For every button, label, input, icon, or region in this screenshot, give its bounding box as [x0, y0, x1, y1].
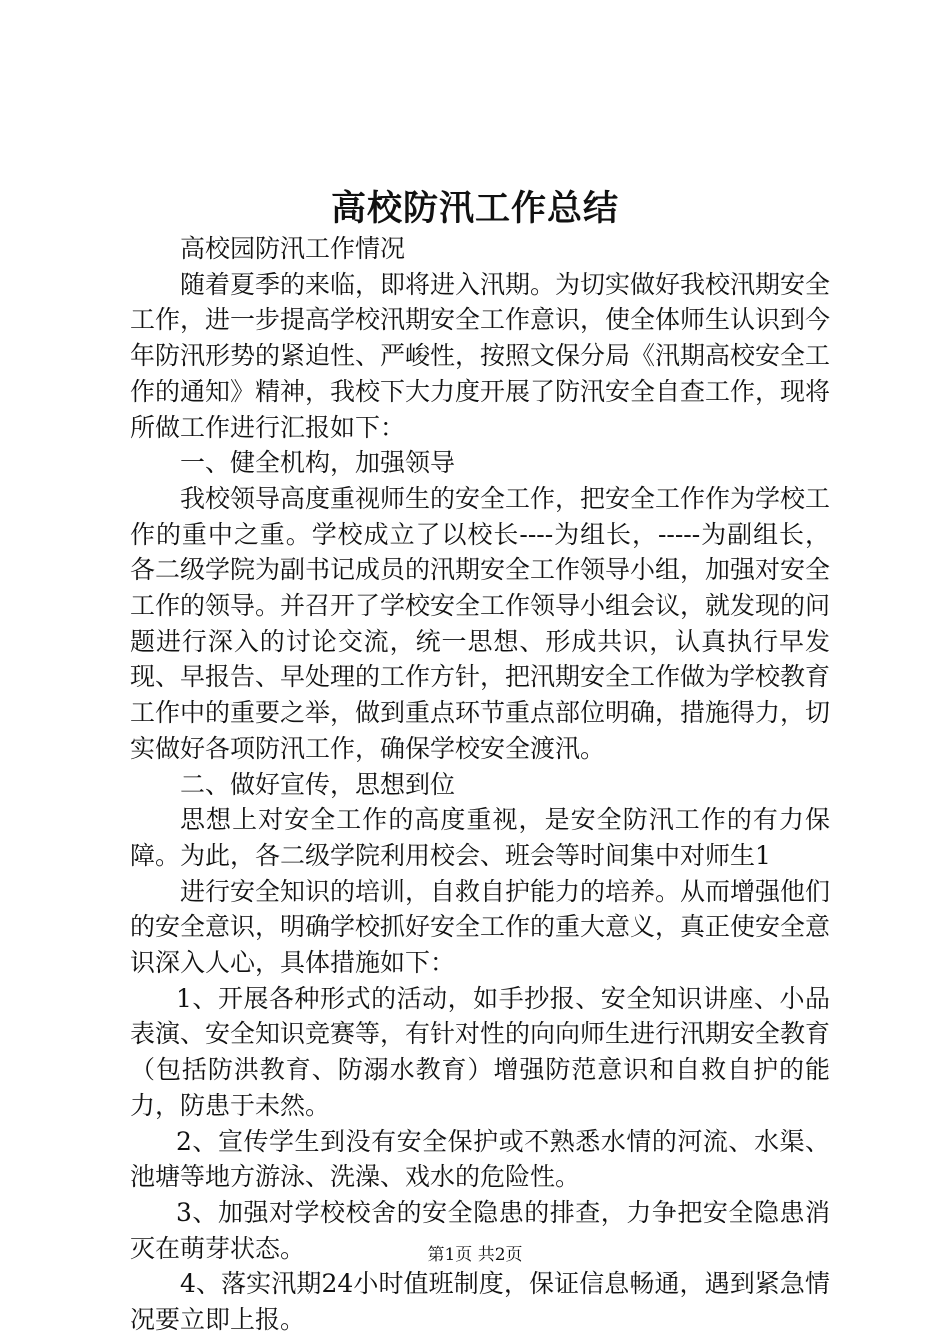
- measure-item-4: 4、落实汛期24小时值班制度，保证信息畅通，遇到紧急情况要立即上报。: [130, 1269, 830, 1335]
- measure-item-3: 3、加强对学校校舍的安全隐患的排查，力争把安全隐患消灭在萌芽状态。: [130, 1197, 830, 1263]
- section-2-paragraph-b: 进行安全知识的培训，自救自护能力的培养。从而增强他们的安全意识，明确学校抓好安全工作的重大意义，真正使安全意识深入人心，具体措施如下：: [130, 876, 831, 978]
- subtitle-paragraph: 高校园防汛工作情况: [180, 234, 406, 263]
- section-1-paragraph: 我校领导高度重视师生的安全工作，把安全工作作为学校工作的重中之重。学校成立了以校长----为组长，-----为副组长，各二级学院为副书记成员的汛期安全工作领导小组，加强对安全工作的领导。并召开了学校安全工作领导小组会议，就发现的问题进行深入的讨论交流，统一思想、形成共识，认真执行早发现、早报告、早处理的工作方针，把汛期安全工作做为学校教育工作中的重要之举，做到重点环节重点部位明确，措施得力，切实做好各项防汛工作，确保学校安全渡汛。: [130, 483, 831, 763]
- section-heading-1: 一、健全机构，加强领导: [180, 448, 456, 478]
- measure-item-1: 1、开展各种形式的活动，如手抄报、安全知识讲座、小品表演、安全知识竞赛等，有针对性的向向师生进行汛期安全教育（包括防洪教育、防溺水教育）增强防范意识和自救自护的能力，防患于未然。: [130, 983, 831, 1120]
- document-body: [130, 231, 830, 1338]
- measure-item-2: 2、宣传学生到没有安全保护或不熟悉水情的河流、水渠、池塘等地方游泳、洗澡、戏水的危险性。: [130, 1126, 830, 1192]
- section-heading-2: 二、做好宣传，思想到位: [180, 769, 456, 799]
- section-2-paragraph-a: 思想上对安全工作的高度重视，是安全防汛工作的有力保障。为此，各二级学院利用校会、班会等时间集中对师生1: [130, 805, 830, 870]
- page-number-footer: 第1页 共2页: [427, 1245, 523, 1265]
- document-title: 高校防汛工作总结: [330, 188, 619, 229]
- intro-paragraph: 随着夏季的来临，即将进入汛期。为切实做好我校汛期安全工作，进一步提高学校汛期安全工作意识，使全体师生认识到今年防汛形势的紧迫性、严峻性，按照文保分局《汛期高校安全工作的通知》精神，我校下大力度开展了防汛安全自查工作，现将所做工作进行汇报如下：: [130, 269, 831, 442]
